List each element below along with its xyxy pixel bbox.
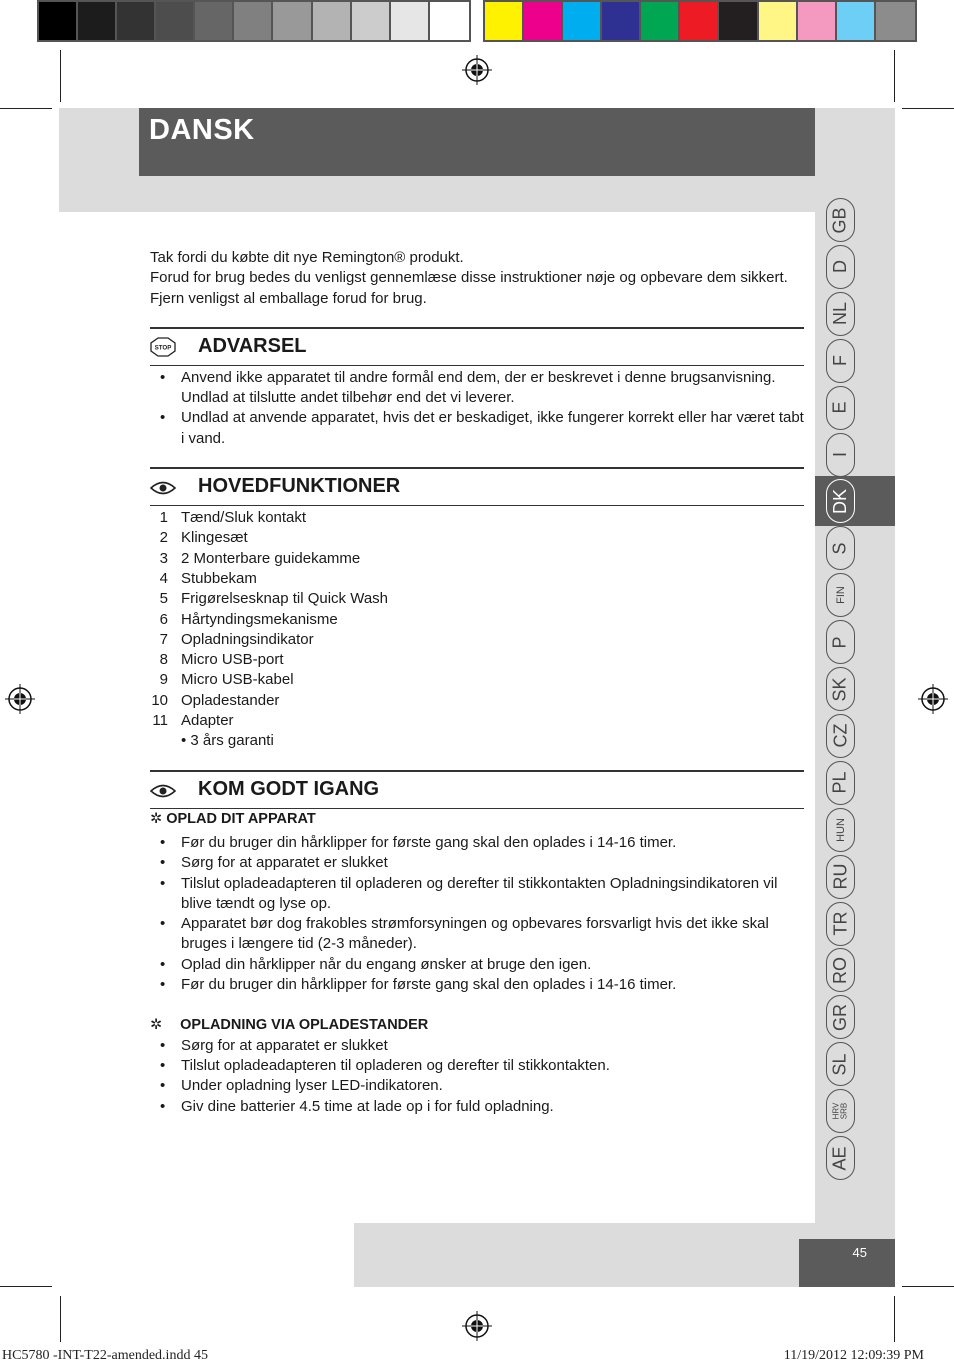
subsection-title: ✲ OPLADNING VIA OPLADESTANDER <box>150 1017 429 1034</box>
language-tab-ru[interactable] <box>826 855 855 899</box>
sun-icon: ✲ <box>150 810 163 827</box>
list-item: 10 Opladestander <box>151 691 280 709</box>
list-item: 2 Klingesæt <box>159 529 248 547</box>
crop-mark <box>0 1286 52 1287</box>
color-swatch <box>759 2 798 40</box>
list-item: 11 Adapter <box>152 712 234 730</box>
language-tab-dk[interactable] <box>826 479 855 523</box>
stop-sign-icon <box>150 337 176 357</box>
color-swatch <box>430 2 469 40</box>
language-tab-label: GB <box>829 206 850 234</box>
color-swatch <box>837 2 876 40</box>
main-content <box>150 248 804 1117</box>
language-tab-ro[interactable] <box>826 948 855 992</box>
language-tab-s[interactable] <box>826 526 855 570</box>
list-item: • Undlad at anvende apparatet, hvis det er beskadiget, ikke fungerer korrekt eller har været tabt i vand. <box>160 409 804 447</box>
language-tab-hun[interactable] <box>826 808 855 852</box>
language-tab-label: HRV SRB <box>831 1102 849 1120</box>
language-tab-label: S <box>829 542 850 555</box>
intro-line: Forud for brug bedes du venligst gennemlæse disse instruktioner nøje og opbevare dem sikkert. Fjern venligst al emballage forud for brug. <box>150 269 788 307</box>
crop-mark <box>60 1296 61 1342</box>
language-tab-label: I <box>829 451 850 458</box>
language-tab-label: F <box>830 355 850 367</box>
footer-slug-left: HC5780 -INT-T22-amended.indd 45 <box>2 1348 208 1363</box>
registration-mark-icon <box>462 1311 492 1341</box>
language-tab-e[interactable] <box>826 386 855 430</box>
eye-icon <box>150 782 176 800</box>
registration-mark-icon <box>918 684 948 714</box>
language-tab-label: AE <box>829 1145 850 1171</box>
color-swatch <box>273 2 312 40</box>
page-title: DANSK <box>149 114 255 146</box>
color-swatch <box>563 2 602 40</box>
language-tab-label: TR <box>830 911 850 936</box>
eye-icon <box>150 479 176 497</box>
stand-charging-list <box>150 1036 804 1117</box>
language-tab-label: FIN <box>834 586 847 605</box>
list-item: • Sørg for at apparatet er slukket <box>160 1036 388 1054</box>
language-tab-hrv-srb[interactable] <box>826 1089 855 1133</box>
language-tab-label: CZ <box>830 723 850 748</box>
list-item: • Tilslut opladeadapteren til opladeren og derefter til stikkontakten. <box>160 1056 610 1074</box>
language-tab-sk[interactable] <box>826 667 855 711</box>
color-swatch <box>156 2 195 40</box>
title-bar <box>139 108 815 176</box>
grayscale-swatch-bar <box>37 0 471 42</box>
color-swatch <box>524 2 563 40</box>
language-tab-nl[interactable] <box>826 292 855 336</box>
language-tab-gr[interactable] <box>826 995 855 1039</box>
language-tab-tr[interactable] <box>826 902 855 946</box>
features-list <box>150 508 804 752</box>
features-section-header <box>150 467 804 506</box>
list-item: 7 Opladningsindikator <box>159 630 314 648</box>
warranty-note: • 3 års garanti <box>181 732 274 750</box>
list-item: 6 Hårtyndingsmekanisme <box>159 610 338 628</box>
warning-list <box>150 368 804 449</box>
language-tab-d[interactable] <box>826 245 855 289</box>
section-title: HOVEDFUNKTIONER <box>198 475 401 498</box>
list-item: 9 Micro USB-kabel <box>159 671 294 689</box>
crop-mark <box>60 50 61 102</box>
registration-mark-icon <box>462 55 492 85</box>
color-swatch <box>485 2 524 40</box>
section-title: KOM GODT IGANG <box>198 777 380 800</box>
language-tab-label: E <box>829 401 850 414</box>
color-swatch <box>234 2 273 40</box>
page-number-box <box>799 1239 895 1287</box>
page-number: 45 <box>852 1245 867 1260</box>
color-swatch <box>39 2 78 40</box>
color-swatch <box>641 2 680 40</box>
language-tab-label: GR <box>830 1003 850 1031</box>
list-item: • Giv dine batterier 4.5 time at lade op i for fuld opladning. <box>160 1097 554 1115</box>
crop-mark <box>894 50 895 102</box>
registration-mark-icon <box>5 684 35 714</box>
list-item: 5 Frigørelsesknap til Quick Wash <box>159 590 388 608</box>
color-swatch <box>391 2 430 40</box>
crop-mark <box>902 108 954 109</box>
list-item: • Før du bruger din hårklipper for første gang skal den oplades i 14-16 timer. <box>160 833 677 851</box>
color-swatch <box>78 2 117 40</box>
crop-mark <box>902 1286 954 1287</box>
language-tab-cz[interactable] <box>826 714 855 758</box>
list-item: 3 2 Monterbare guidekamme <box>159 549 361 567</box>
footer-slug-right: 11/19/2012 12:09:39 PM <box>783 1348 924 1363</box>
language-tab-label: HUN <box>834 817 847 842</box>
list-item: • Sørg for at apparatet er slukket <box>160 854 388 872</box>
section-title: ADVARSEL <box>198 334 307 357</box>
color-swatch <box>876 2 915 40</box>
list-item: • Under opladning lyser LED-indikatoren. <box>160 1077 443 1095</box>
language-tab-label: PL <box>830 771 850 794</box>
list-item: • Tilslut opladeadapteren til opladeren og derefter til stikkontakten Opladningsindikatoren vil blive tændt og lyse op. <box>160 874 778 912</box>
language-tab-p[interactable] <box>826 620 855 664</box>
list-item: • Apparatet bør dog frakobles strømforsyningen og opbevares forsvarligt hvis det ikke skal bruges i længere tid (2-3 måneder). <box>160 915 769 953</box>
list-item: • Før du bruger din hårklipper for første gang skal den oplades i 14-16 timer. <box>160 976 677 994</box>
language-tab-label: DK <box>829 488 850 514</box>
intro-line: Tak fordi du købte dit nye Remington® produkt. <box>150 249 464 266</box>
color-swatch <box>352 2 391 40</box>
color-swatch <box>680 2 719 40</box>
color-swatch <box>313 2 352 40</box>
color-swatch <box>798 2 837 40</box>
list-item: 8 Micro USB-port <box>159 651 284 669</box>
color-swatch-bar <box>483 0 917 42</box>
intro <box>150 248 804 309</box>
language-tab-f[interactable] <box>826 339 855 383</box>
language-tab-ae[interactable] <box>826 1136 855 1180</box>
warning-section-header <box>150 327 804 366</box>
language-tab-label: RU <box>830 863 850 890</box>
language-tab-sl[interactable] <box>826 1042 855 1086</box>
language-tab-label: SK <box>829 676 850 702</box>
list-item: 1 Tænd/Sluk kontakt <box>159 509 307 527</box>
language-tab-label: RO <box>830 956 850 984</box>
color-swatch <box>602 2 641 40</box>
subsection-title: ✲ OPLAD DIT APPARAT <box>150 810 316 827</box>
list-item: 4 Stubbekam <box>159 569 257 587</box>
list-item: • Anvend ikke apparatet til andre formål end dem, der er beskrevet i denne brugsanvisning. Undlad at tilslutte andet tilbehør end det vi leverer. <box>160 368 776 407</box>
language-tab-label: NL <box>829 302 850 326</box>
language-tab-pl[interactable] <box>826 761 855 805</box>
charging-list <box>150 833 804 995</box>
sun-icon: ✲ <box>150 1017 163 1034</box>
stop-icon-label: STOP <box>154 344 172 352</box>
color-swatch <box>117 2 156 40</box>
list-item: • Oplad din hårklipper når du engang ønsker at bruge den igen. <box>160 955 592 973</box>
crop-mark <box>0 108 52 109</box>
language-tab-i[interactable] <box>826 433 855 477</box>
getting-started-section-header <box>150 770 804 809</box>
color-swatch <box>195 2 234 40</box>
crop-mark <box>894 1296 895 1342</box>
language-tab-label: P <box>829 636 850 649</box>
language-tab-fin[interactable] <box>826 573 855 617</box>
language-tab-label: D <box>830 260 850 274</box>
language-tab-label: SL <box>830 1053 850 1076</box>
color-swatch <box>719 2 758 40</box>
language-tab-gb[interactable] <box>826 198 855 242</box>
